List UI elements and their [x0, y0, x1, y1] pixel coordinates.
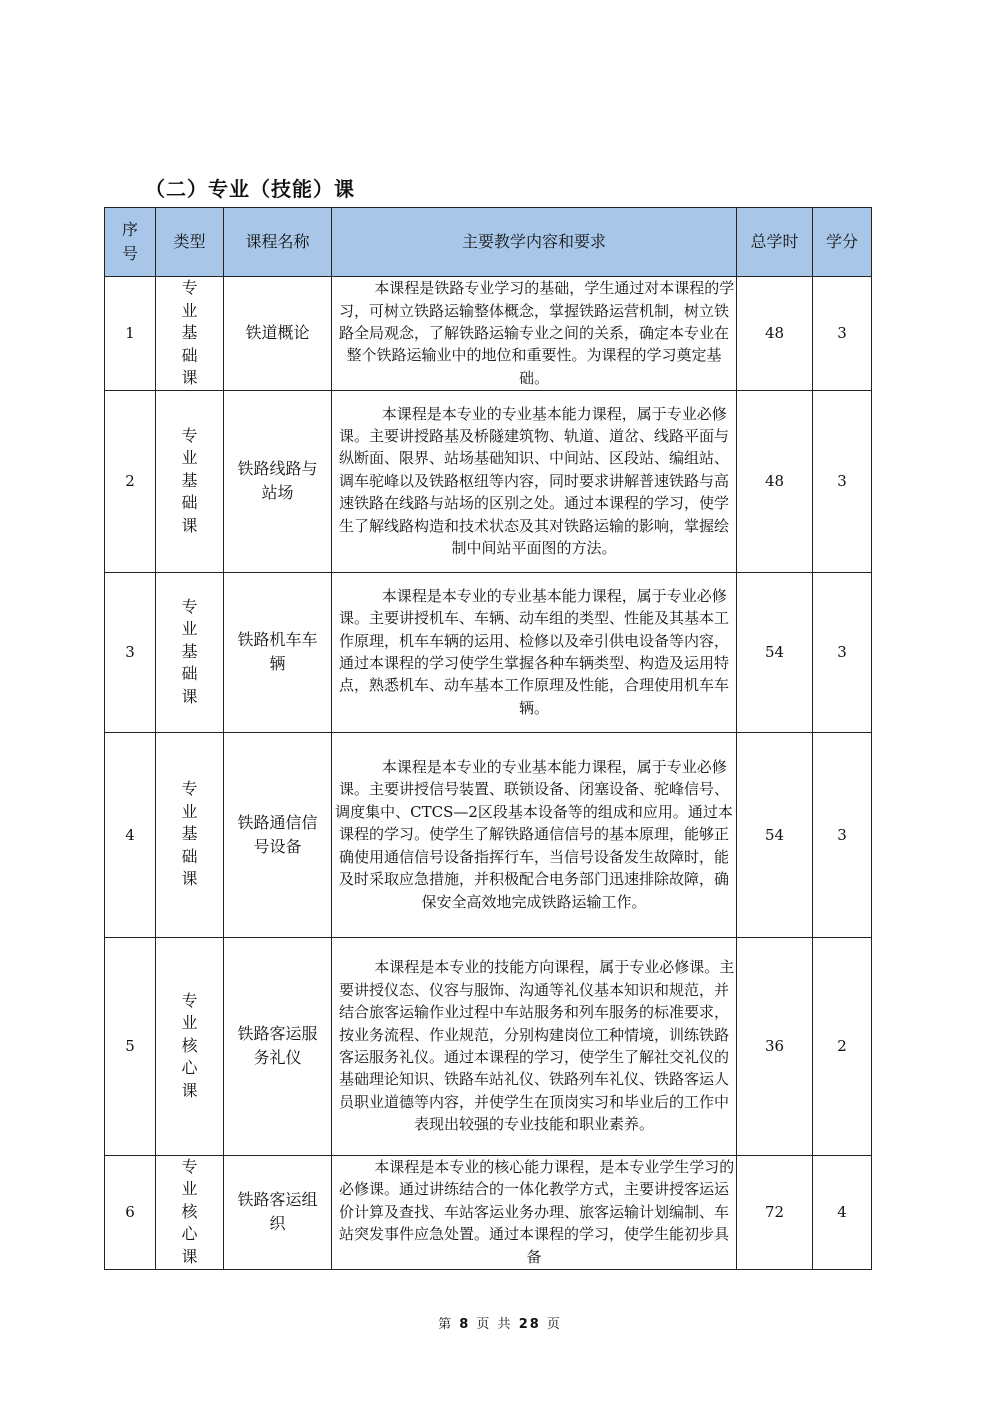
header-type: 类型 — [156, 208, 224, 277]
row-type: 专业基础课 — [156, 390, 224, 572]
row-hours: 72 — [737, 1155, 813, 1269]
table-row — [105, 572, 872, 732]
row-type: 专业核心课 — [156, 1155, 224, 1269]
page-footer — [0, 1313, 1000, 1332]
table-row — [105, 732, 872, 937]
header-content: 主要教学内容和要求 — [332, 208, 737, 277]
row-type: 专业核心课 — [156, 937, 224, 1155]
row-content: 本课程是本专业的核心能力课程，是本专业学生学习的必修课。通过讲练结合的一体化教学方式，主要讲授客运运价计算及查找、车站客运业务办理、旅客运输计划编制、车站突发事件应急处置。通过本课程的学习，使学生能初步具备 — [332, 1155, 737, 1269]
row-credits: 4 — [813, 1155, 872, 1269]
footer-suffix: 页 — [546, 1317, 562, 1332]
row-name: 铁路客运服务礼仪 — [224, 937, 332, 1155]
row-seq: 5 — [105, 937, 156, 1155]
header-credits: 学分 — [813, 208, 872, 277]
row-name: 铁道概论 — [224, 277, 332, 391]
row-hours: 36 — [737, 937, 813, 1155]
row-credits: 3 — [813, 572, 872, 732]
section-title: （二）专业（技能）课 — [145, 177, 355, 201]
table-row — [105, 1155, 872, 1269]
row-credits: 3 — [813, 732, 872, 937]
course-table — [104, 207, 872, 1270]
footer-prefix: 第 — [438, 1317, 454, 1332]
table-row — [105, 390, 872, 572]
header-seq: 序号 — [105, 208, 156, 277]
row-hours: 54 — [737, 732, 813, 937]
footer-total-pages: 28 — [518, 1317, 541, 1332]
row-seq: 6 — [105, 1155, 156, 1269]
footer-middle: 页 共 — [476, 1317, 513, 1332]
header-hours: 总学时 — [737, 208, 813, 277]
header-name: 课程名称 — [224, 208, 332, 277]
row-content: 本课程是本专业的专业基本能力课程，属于专业必修课。主要讲授路基及桥隧建筑物、轨道、道岔、线路平面与纵断面、限界、站场基础知识、中间站、区段站、编组站、调车驼峰以及铁路枢纽等内容，同时要求讲解普速铁路与高速铁路在线路与站场的区别之处。通过本课程的学习，使学生了解线路构造和技术状态及其对铁路运输的影响，掌握绘制中间站平面图的方法。 — [332, 390, 737, 572]
row-type: 专业基础课 — [156, 572, 224, 732]
row-seq: 2 — [105, 390, 156, 572]
row-seq: 1 — [105, 277, 156, 391]
row-content: 本课程是铁路专业学习的基础，学生通过对本课程的学习，可树立铁路运输整体概念，掌握铁路运营机制，树立铁路全局观念，了解铁路运输专业之间的关系，确定本专业在整个铁路运输业中的地位和重要性。为课程的学习奠定基础。 — [332, 277, 737, 391]
row-type: 专业基础课 — [156, 277, 224, 391]
row-content: 本课程是本专业的专业基本能力课程，属于专业必修课。主要讲授机车、车辆、动车组的类型、性能及其基本工作原理，机车车辆的运用、检修以及牵引供电设备等内容，通过本课程的学习使学生掌握各种车辆类型、构造及运用特点，熟悉机车、动车基本工作原理及性能，合理使用机车车辆。 — [332, 572, 737, 732]
row-content: 本课程是本专业的专业基本能力课程，属于专业必修课。主要讲授信号装置、联锁设备、闭塞设备、驼峰信号、调度集中、CTCS—2区段基本设备等的组成和应用。通过本课程的学习。使学生了解铁路通信信号的基本原理，能够正确使用通信信号设备指挥行车，当信号设备发生故障时，能及时采取应急措施，并积极配合电务部门迅速排除故障，确保安全高效地完成铁路运输工作。 — [332, 732, 737, 937]
row-seq: 3 — [105, 572, 156, 732]
table-row — [105, 277, 872, 391]
row-name: 铁路机车车辆 — [224, 572, 332, 732]
row-hours: 54 — [737, 572, 813, 732]
row-credits: 2 — [813, 937, 872, 1155]
row-name: 铁路线路与站场 — [224, 390, 332, 572]
row-content: 本课程是本专业的技能方向课程，属于专业必修课。主要讲授仪态、仪容与服饰、沟通等礼仪基本知识和规范，并结合旅客运输作业过程中车站服务和列车服务的标准要求，按业务流程、作业规范，分别构建岗位工种情境，训练铁路客运服务礼仪。通过本课程的学习，使学生了解社交礼仪的基础理论知识、铁路车站礼仪、铁路列车礼仪、铁路客运人员职业道德等内容，并使学生在顶岗实习和毕业后的工作中表现出较强的专业技能和职业素养。 — [332, 937, 737, 1155]
row-credits: 3 — [813, 277, 872, 391]
row-hours: 48 — [737, 390, 813, 572]
row-name: 铁路客运组织 — [224, 1155, 332, 1269]
row-name: 铁路通信信号设备 — [224, 732, 332, 937]
footer-page-number: 8 — [459, 1317, 471, 1332]
row-credits: 3 — [813, 390, 872, 572]
table-row — [105, 937, 872, 1155]
table-header-row — [105, 208, 872, 277]
row-seq: 4 — [105, 732, 156, 937]
row-type: 专业基础课 — [156, 732, 224, 937]
row-hours: 48 — [737, 277, 813, 391]
